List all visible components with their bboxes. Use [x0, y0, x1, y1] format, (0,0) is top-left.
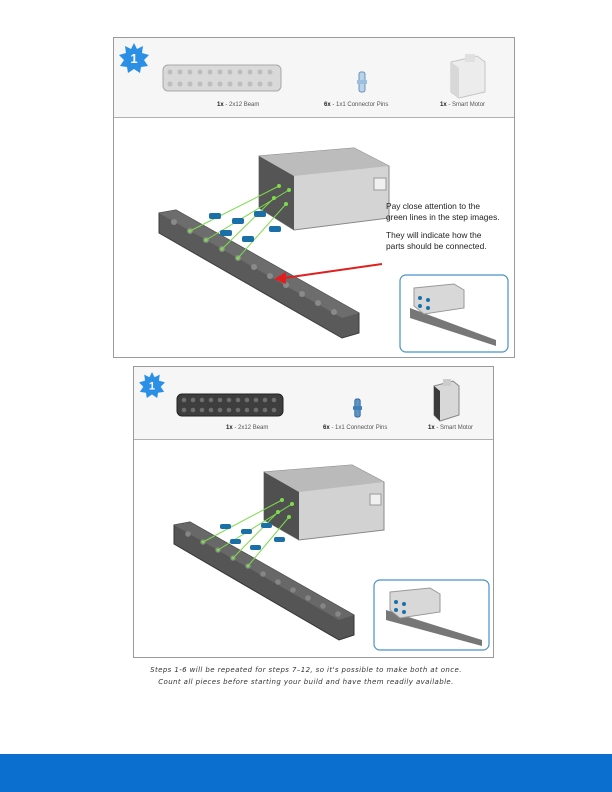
callout-line-2: green lines in the step images. [386, 211, 500, 222]
connector-pin-icon [357, 72, 367, 92]
smart-motor-icon [431, 379, 461, 421]
part-label-pins: 6x - 1x1 Connector Pins [323, 425, 388, 431]
callout-line-3: They will indicate how the [386, 230, 482, 240]
connector-pin-icon [353, 399, 362, 417]
assembly-illustration [134, 440, 493, 656]
parts-list [114, 38, 514, 118]
beam-part-icon [162, 64, 282, 92]
beam-part-icon [176, 393, 284, 417]
callout-line-1: Pay close attention to the [386, 201, 481, 211]
callout-text [386, 201, 500, 251]
step-badge [119, 43, 149, 73]
step-panel-top [113, 37, 515, 358]
callout-line-4: parts should be connected. [386, 240, 487, 251]
smart-motor-icon [447, 54, 487, 98]
step-badge [139, 372, 165, 398]
part-label-beam: 1x - 2x12 Beam [226, 425, 269, 431]
step-number: 1 [148, 380, 156, 393]
part-label-motor: 1x - Smart Motor [440, 102, 486, 108]
caption-line-2: Count all pieces before starting your build and have them readily available. [158, 678, 454, 686]
step-panel-bottom [133, 366, 494, 658]
parts-list [134, 367, 493, 440]
part-label-beam: 1x - 2x12 Beam [217, 102, 260, 108]
part-label-motor: 1x - Smart Motor [428, 425, 474, 431]
caption-line-1: Steps 1-6 will be repeated for steps 7–12, so it's possible to make both at once. [150, 666, 462, 674]
part-label-pins: 6x - 1x1 Connector Pins [324, 102, 389, 108]
step-number: 1 [130, 51, 138, 66]
footer-bar [0, 754, 612, 792]
